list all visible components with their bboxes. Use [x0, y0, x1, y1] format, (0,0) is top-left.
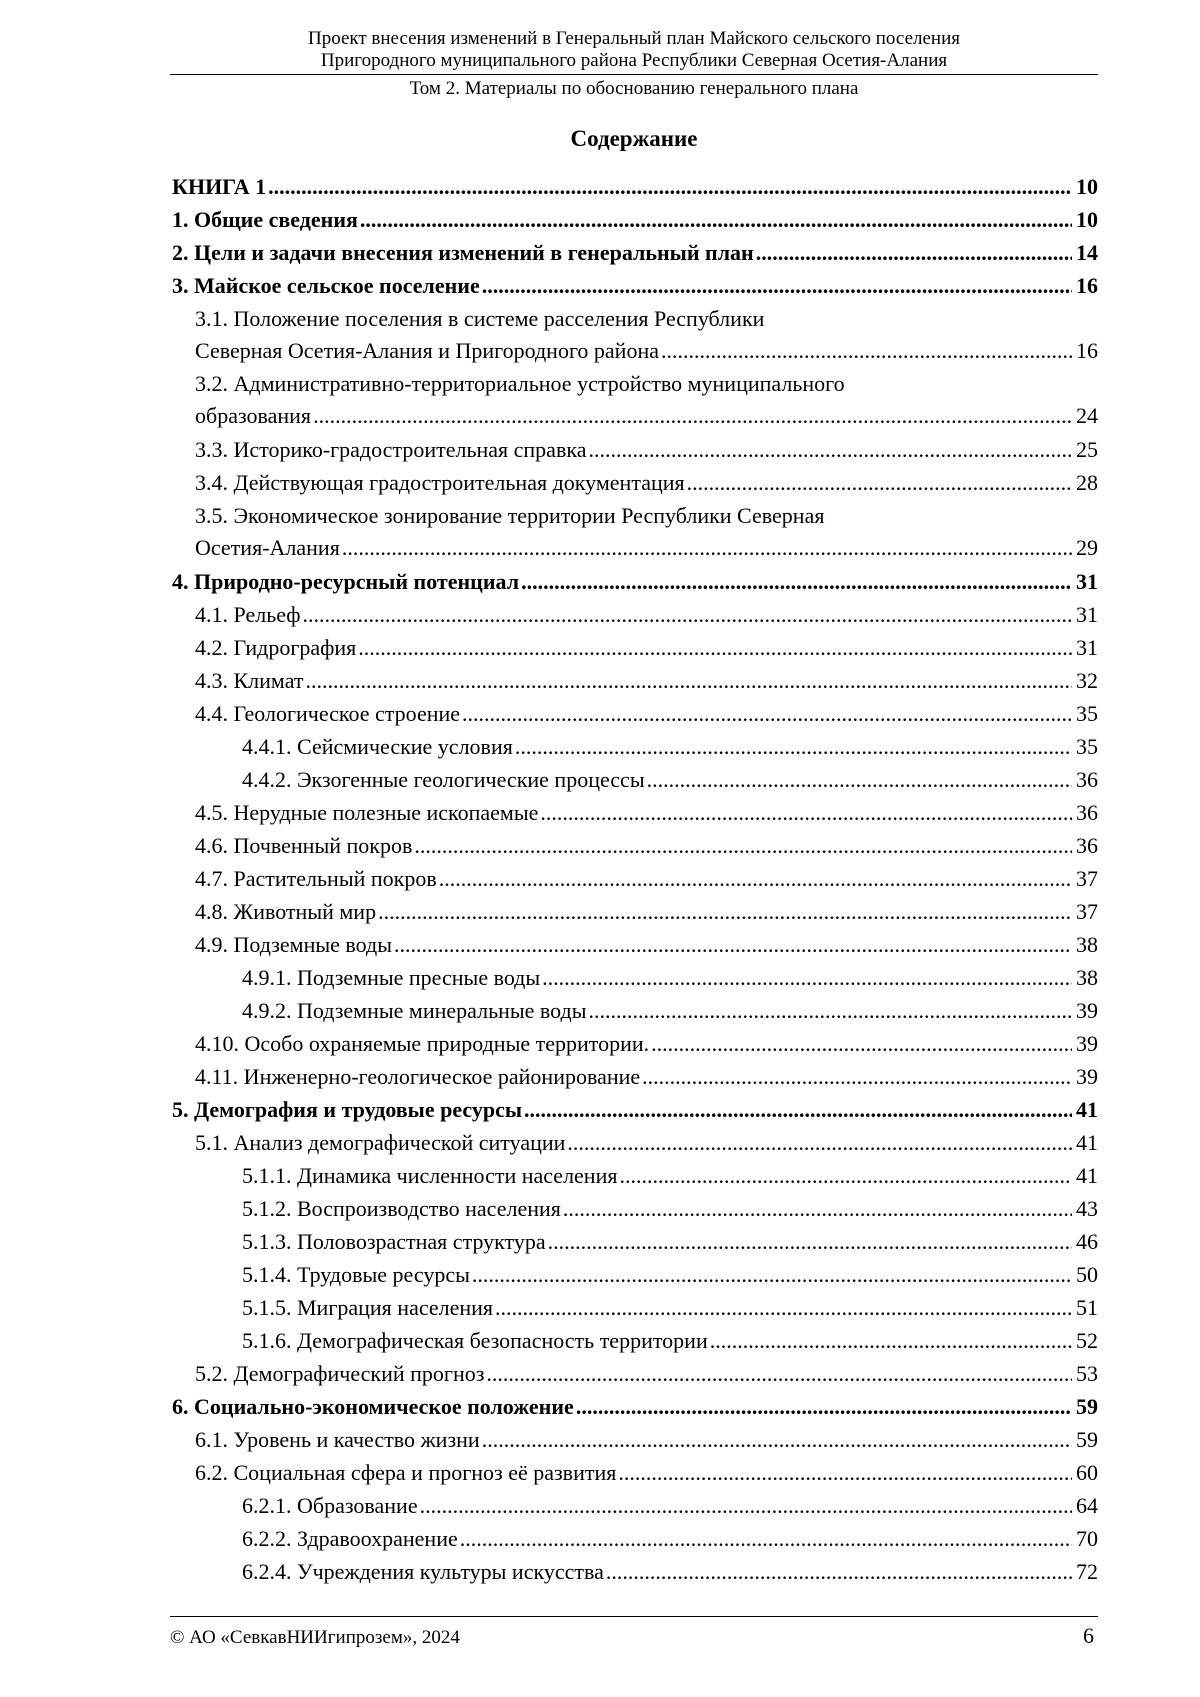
toc-entry-page: 59 [1076, 1427, 1098, 1452]
toc-entry-page: 53 [1076, 1361, 1098, 1386]
toc-entry[interactable] [172, 1159, 1098, 1192]
toc-title: Содержание [570, 126, 698, 151]
toc-dot-leader [303, 598, 1072, 631]
toc-dot-leader [563, 1192, 1072, 1225]
toc-dot-leader [462, 697, 1072, 730]
toc-entry[interactable] [172, 1489, 1098, 1522]
toc-entry-page: 16 [1076, 273, 1098, 298]
toc-entry-page: 51 [1076, 1295, 1098, 1320]
toc-dot-leader [486, 1357, 1072, 1390]
toc-entry-page: 41 [1076, 1097, 1098, 1122]
toc-entry[interactable] [172, 170, 1098, 203]
toc-entry-title: 5.1.2. Воспроизводство населения [242, 1196, 561, 1221]
toc-entry-title: 6.2.2. Здравоохранение [242, 1526, 458, 1551]
toc-entry-page: 41 [1076, 1130, 1098, 1155]
toc-entry-page: 10 [1076, 174, 1098, 199]
toc-entry[interactable] [172, 501, 1098, 564]
toc-dot-leader [661, 334, 1072, 367]
toc-entry-page: 72 [1076, 1559, 1098, 1584]
toc-entry-title: 3.4. Действующая градостроительная документация [195, 470, 685, 495]
toc-entry-title: 5.2. Демографический прогноз [195, 1361, 485, 1386]
toc-dot-leader [524, 1093, 1072, 1126]
toc-entry-page: 52 [1076, 1328, 1098, 1353]
toc-entry[interactable] [172, 1324, 1098, 1357]
toc-entry-page: 37 [1076, 866, 1098, 891]
toc-entry-page: 64 [1076, 1493, 1098, 1518]
toc-dot-leader [482, 1423, 1072, 1456]
toc-dot-leader [589, 994, 1072, 1027]
toc-entry-title: 5.1.1. Динамика численности населения [242, 1163, 618, 1188]
toc-entry[interactable] [172, 236, 1098, 269]
toc-entry-page: 31 [1076, 569, 1098, 594]
toc-entry-title: Северная Осетия-Алания и Пригородного района [195, 338, 659, 363]
toc-dot-leader [687, 466, 1072, 499]
toc-entry-title: 4.5. Нерудные полезные ископаемые [195, 800, 539, 825]
toc-dot-leader [515, 730, 1072, 763]
toc-entry-page: 31 [1076, 635, 1098, 660]
toc-entry[interactable] [172, 1456, 1098, 1489]
toc-entry[interactable] [172, 961, 1098, 994]
toc-dot-leader [378, 895, 1072, 928]
toc-entry[interactable] [172, 1126, 1098, 1159]
toc-entry[interactable] [172, 895, 1098, 928]
toc-entry[interactable] [172, 433, 1098, 466]
toc-dot-leader [439, 862, 1072, 895]
toc-entry[interactable] [172, 369, 1098, 432]
toc-entry[interactable] [172, 269, 1098, 302]
page-footer [170, 1616, 1098, 1649]
toc-dot-leader [414, 829, 1072, 862]
toc-entry-title: 4.7. Растительный покров [195, 866, 437, 891]
toc-entry-title: КНИГА 1 [172, 174, 267, 199]
toc-entry-title: 1. Общие сведения [172, 207, 358, 232]
toc-entry-title: 6.2. Социальная сфера и прогноз её развития [195, 1460, 617, 1485]
toc-dot-leader [313, 399, 1072, 432]
toc-entry[interactable] [172, 1423, 1098, 1456]
toc-entry-title: 3. Майское сельское поселение [172, 273, 480, 298]
toc-dot-leader [306, 664, 1072, 697]
toc-entry[interactable] [172, 1291, 1098, 1324]
toc-entry[interactable] [172, 1555, 1098, 1588]
header-volume: Том 2. Материалы по обоснованию генерального плана [409, 78, 859, 99]
page-header [170, 28, 1098, 100]
toc-entry-page: 35 [1076, 734, 1098, 759]
toc-entry-title: 4.3. Климат [195, 668, 304, 693]
toc-entry-page: 39 [1076, 1064, 1098, 1089]
toc-entry-page: 59 [1076, 1394, 1098, 1419]
toc-entry[interactable] [172, 1060, 1098, 1093]
toc-entry-page: 37 [1076, 899, 1098, 924]
toc-entry-title: 4.9.1. Подземные пресные воды [242, 965, 541, 990]
toc-entry[interactable] [172, 598, 1098, 631]
toc-entry-title: 4.4. Геологическое строение [195, 701, 461, 726]
toc-entry-page: 70 [1076, 1526, 1098, 1551]
toc-entry-title: 6.2.4. Учреждения культуры искусства [242, 1559, 604, 1584]
toc-entry-page: 10 [1076, 207, 1098, 232]
toc-entry[interactable] [172, 697, 1098, 730]
toc-entry-page: 36 [1076, 800, 1098, 825]
toc-entry-title: 5.1. Анализ демографической ситуации [195, 1130, 566, 1155]
toc-entry[interactable] [172, 730, 1098, 763]
toc-dot-leader [576, 1390, 1072, 1423]
toc-entry-title: 3.3. Историко-градостроительная справка [195, 437, 587, 462]
toc-entry-title: 4.1. Рельеф [195, 602, 301, 627]
toc-entry-page: 60 [1076, 1460, 1098, 1485]
toc-entry-title: 5.1.5. Миграция населения [242, 1295, 494, 1320]
toc-entry[interactable] [172, 829, 1098, 862]
toc-entry-title: образования [195, 403, 312, 428]
toc-entry-page: 38 [1076, 932, 1098, 957]
toc-entry-title: 6.2.1. Образование [242, 1493, 418, 1518]
toc-entry-page: 43 [1076, 1196, 1098, 1221]
toc-entry-page: 14 [1076, 240, 1098, 265]
toc-dot-leader [482, 269, 1072, 302]
toc-entry[interactable] [172, 304, 1098, 367]
toc-entry-page: 41 [1076, 1163, 1098, 1188]
footer-divider [170, 1616, 1098, 1617]
toc-entry-page: 24 [1076, 403, 1098, 428]
toc-entry[interactable] [172, 1357, 1098, 1390]
toc-dot-leader [360, 203, 1072, 236]
toc-entry-page: 36 [1076, 767, 1098, 792]
toc-entry-title: 4.6. Почвенный покров [195, 833, 413, 858]
toc-entry[interactable] [172, 1522, 1098, 1555]
toc-entry[interactable] [172, 862, 1098, 895]
toc-entry-title: 6. Социально-экономическое положение [172, 1394, 574, 1419]
toc-dot-leader [647, 763, 1072, 796]
toc-entry-title-first-line: 3.2. Административно-территориальное устройство муниципального [195, 371, 845, 396]
toc-entry-title: 5.1.4. Трудовые ресурсы [242, 1262, 470, 1287]
toc-entry-page: 36 [1076, 833, 1098, 858]
toc-entry[interactable] [172, 203, 1098, 236]
toc-dot-leader [619, 1159, 1072, 1192]
toc-entry-title: 4.11. Инженерно-геологическое районирование [195, 1064, 641, 1089]
toc-entry-title: 4.2. Гидрография [195, 635, 357, 660]
toc-dot-leader [618, 1456, 1072, 1489]
toc-dot-leader [651, 1027, 1072, 1060]
toc-entry[interactable] [172, 763, 1098, 796]
toc-entry-title: 5.1.3. Половозрастная структура [242, 1229, 546, 1254]
toc-entry[interactable] [172, 1225, 1098, 1258]
page-number: 6 [1083, 1623, 1094, 1648]
toc-entry-title: 5. Демография и трудовые ресурсы [172, 1097, 523, 1122]
toc-entry-page: 39 [1076, 1031, 1098, 1056]
toc-dot-leader [540, 796, 1072, 829]
toc-entry-page: 46 [1076, 1229, 1098, 1254]
toc-entry[interactable] [172, 631, 1098, 664]
toc-dot-leader [495, 1291, 1072, 1324]
header-project-title: Проект внесения изменений в Генеральный план Майского сельского поселения [307, 28, 960, 49]
toc-entry-title: 4.4.1. Сейсмические условия [242, 734, 513, 759]
toc-entry-title: 5.1.6. Демографическая безопасность территории [242, 1328, 708, 1353]
toc-entry-title: 4. Природно-ресурсный потенциал [172, 569, 520, 594]
toc-entry-page: 29 [1076, 535, 1098, 560]
toc-dot-leader [756, 236, 1072, 269]
toc-dot-leader [472, 1258, 1072, 1291]
toc-entry-page: 32 [1076, 668, 1098, 693]
toc-entry-title: 4.8. Животный мир [195, 899, 377, 924]
toc-entry[interactable] [172, 565, 1098, 598]
toc-entry-title: 4.4.2. Экзогенные геологические процессы [242, 767, 645, 792]
toc-dot-leader [567, 1126, 1072, 1159]
toc-entry[interactable] [172, 1093, 1098, 1126]
toc-dot-leader [642, 1060, 1072, 1093]
toc-dot-leader [521, 565, 1072, 598]
toc-entry[interactable] [172, 994, 1098, 1027]
toc-entry-title: 4.10. Особо охраняемые природные территории. [195, 1031, 650, 1056]
header-district: Пригородного муниципального района Республики Северная Осетия-Алания [320, 50, 948, 71]
toc-entry-page: 35 [1076, 701, 1098, 726]
toc-dot-leader [460, 1522, 1072, 1555]
toc-entry-title: 4.9. Подземные воды [195, 932, 392, 957]
toc-entry[interactable] [172, 928, 1098, 961]
header-divider [170, 74, 1098, 75]
table-of-contents [172, 170, 1098, 1588]
toc-entry-page: 39 [1076, 998, 1098, 1023]
toc-entry-page: 25 [1076, 437, 1098, 462]
toc-dot-leader [420, 1489, 1072, 1522]
toc-entry-title-first-line: 3.5. Экономическое зонирование территории Республики Северная [195, 503, 825, 528]
toc-entry-title: 4.9.2. Подземные минеральные воды [242, 998, 587, 1023]
toc-entry[interactable] [172, 664, 1098, 697]
toc-dot-leader [394, 928, 1072, 961]
toc-entry[interactable] [172, 1390, 1098, 1423]
toc-dot-leader [358, 631, 1072, 664]
toc-entry[interactable] [172, 1192, 1098, 1225]
toc-dot-leader [548, 1225, 1072, 1258]
toc-entry[interactable] [172, 796, 1098, 829]
toc-entry-title: 2. Цели и задачи внесения изменений в генеральный план [172, 240, 754, 265]
toc-entry[interactable] [172, 1027, 1098, 1060]
toc-dot-leader [342, 531, 1072, 564]
toc-entry[interactable] [172, 466, 1098, 499]
toc-entry-page: 38 [1076, 965, 1098, 990]
toc-entry-title: Осетия-Алания [195, 535, 340, 560]
toc-dot-leader [606, 1555, 1072, 1588]
toc-entry-title: 6.1. Уровень и качество жизни [195, 1427, 480, 1452]
toc-entry[interactable] [172, 1258, 1098, 1291]
toc-dot-leader [268, 170, 1072, 203]
toc-entry-page: 28 [1076, 470, 1098, 495]
toc-entry-page: 50 [1076, 1262, 1098, 1287]
toc-dot-leader [542, 961, 1072, 994]
toc-dot-leader [710, 1324, 1072, 1357]
footer-copyright: © АО «СевкавНИИгипрозем», 2024 [170, 1627, 460, 1648]
toc-entry-page: 16 [1076, 338, 1098, 363]
toc-entry-title-first-line: 3.1. Положение поселения в системе расселения Республики [195, 306, 765, 331]
toc-dot-leader [588, 433, 1072, 466]
toc-entry-page: 31 [1076, 602, 1098, 627]
